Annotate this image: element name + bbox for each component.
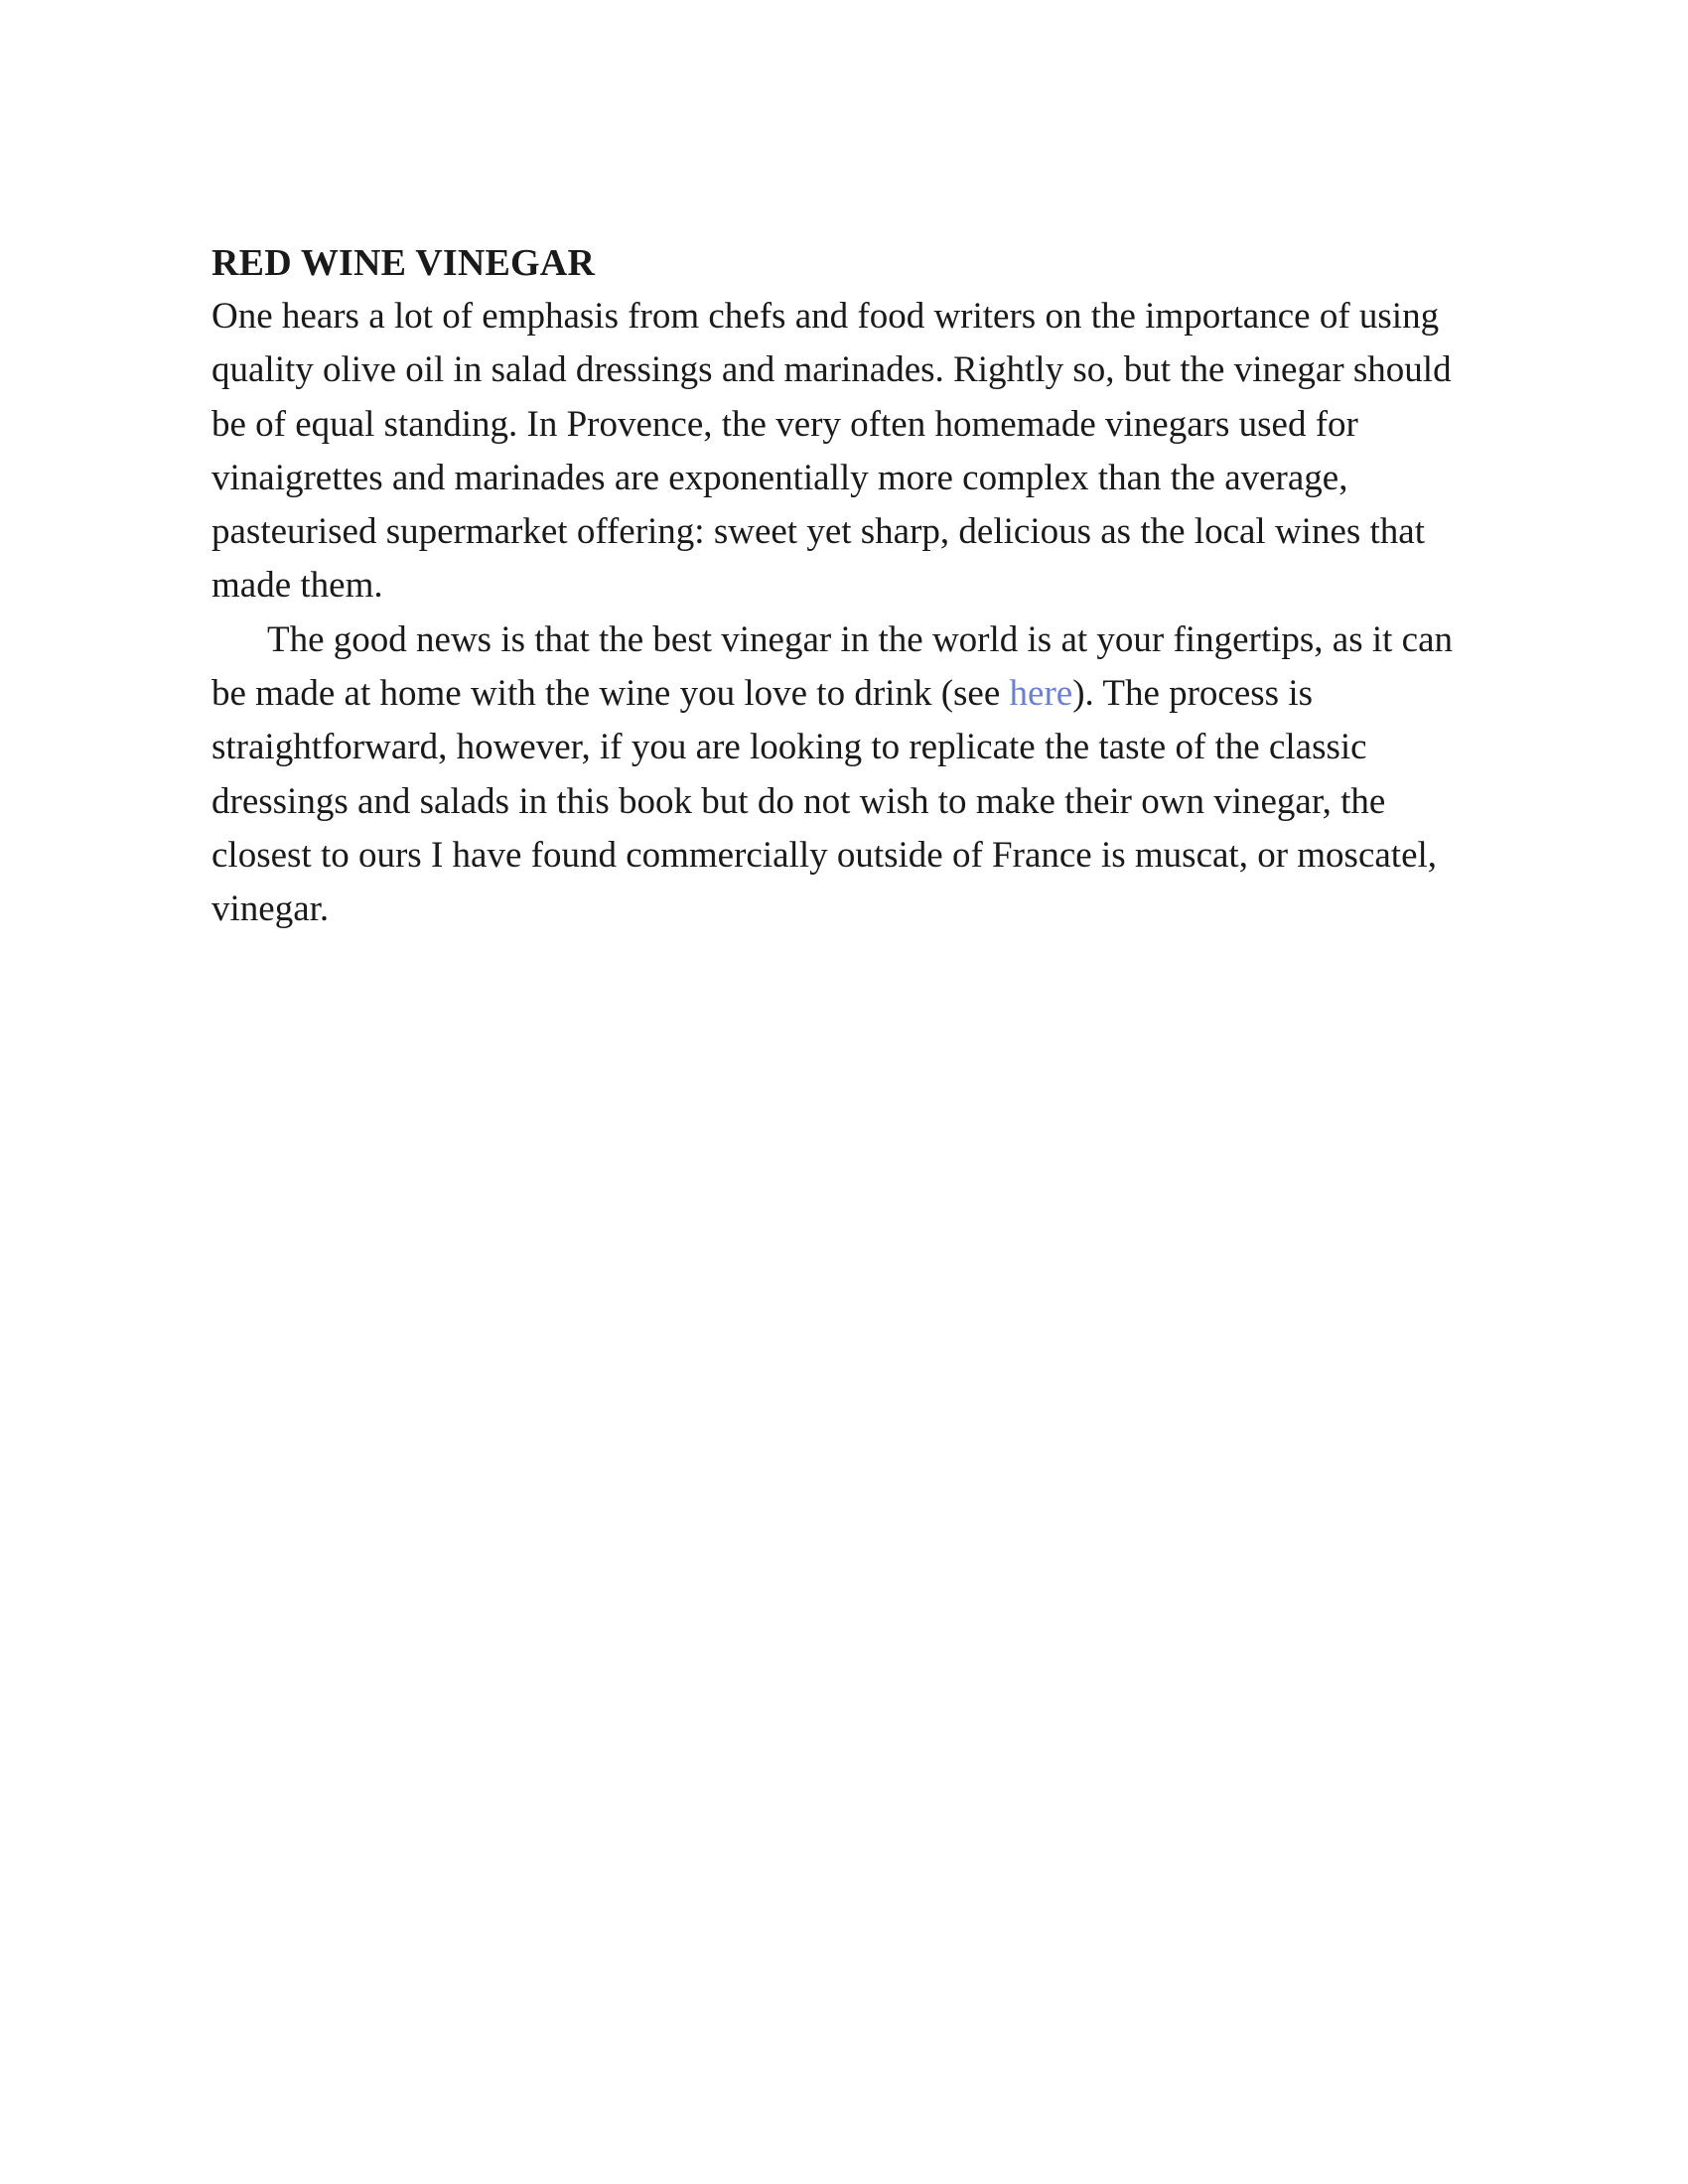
document-page <box>211 236 1482 937</box>
section-heading: RED WINE VINEGAR <box>211 242 596 284</box>
paragraph-2-text-start: The good news is that the best vinegar in the world is at your fingertips, as it can be made at home with the wine you love to drink (see <box>211 618 1454 715</box>
here-link[interactable]: here <box>1009 673 1073 715</box>
body-paragraph-2 <box>211 614 1482 937</box>
paragraph-2-text-end: ). The process is straightforward, however, if you are looking to replicate the taste of the classic dressings and salads in this book but do not wish to make their own vinegar, the closest to ours I have found commercially outside of France is muscat, or moscatel, vinegar. <box>211 673 1438 930</box>
body-paragraph-1: One hears a lot of emphasis from chefs and food writers on the importance of using quality olive oil in salad dressings and marinades. Rightly so, but the vinegar should be of equal standing. In Provence, the very often homemade vinegars used for vinaigrettes and marinades are exponentially more complex than the average, pasteurised supermarket offering: sweet yet sharp, delicious as the local wines that made them. <box>211 296 1452 607</box>
